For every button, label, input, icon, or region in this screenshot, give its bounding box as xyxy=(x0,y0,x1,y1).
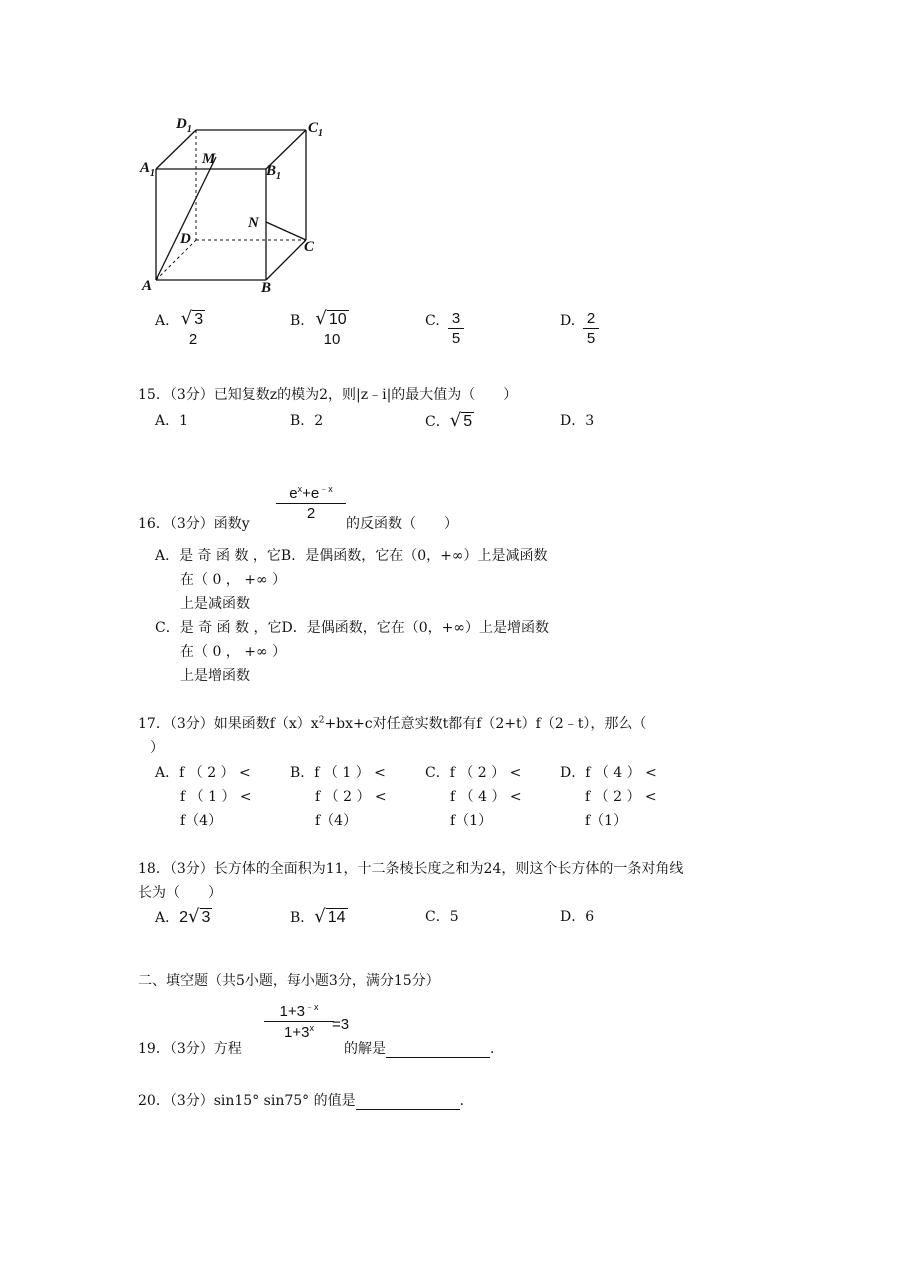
q16-fraction: $e^x+e^{﹣x}$ 2 xyxy=(276,482,346,522)
q14-option-a-letter: A. xyxy=(155,313,170,329)
q18-stem: 18．（3分）长方体的全面积为11，十二条棱长度之和为24，则这个长方体的一条对角线 xyxy=(138,861,684,877)
q17-option-d: D．f （ 4 ） < xyxy=(560,765,657,781)
q17-stem-end: ） xyxy=(150,740,164,756)
q18-option-b: B．√ 14 xyxy=(290,906,346,927)
q16-prefix: 16．（3分）函数y xyxy=(138,516,250,532)
q15-option-b: B．2 xyxy=(290,413,324,429)
q20-answer-blank[interactable] xyxy=(356,1093,460,1110)
q16-suffix: 的反函数（ ） xyxy=(346,516,458,532)
label-c1: $C_1$ xyxy=(308,120,324,139)
q15-option-c: C．√ 5 xyxy=(425,410,473,431)
q18-stem-cont: 长为（ ） xyxy=(138,885,222,901)
q19-fraction: $1+3^{﹣x}$ $1+3^x$ xyxy=(264,1000,334,1041)
q18-option-d: D．6 xyxy=(560,909,595,925)
q17-option-c: C．f （ 2 ） < xyxy=(425,765,522,781)
q18-option-c: C．5 xyxy=(425,909,459,925)
cube-figure xyxy=(138,112,338,302)
label-b1: $B_1$ xyxy=(266,163,282,182)
q14-option-a-value: √ 3 2 xyxy=(180,308,204,348)
q16-line: 上是增函数 xyxy=(180,668,250,684)
label-a1: $A_1$ xyxy=(140,160,156,179)
q17-stem: 17．（3分）如果函数$f(x)x^2+bx+c$对任意实数t都有f（2+t）f（2﹣t），那么（ xyxy=(138,715,647,732)
label-d: D xyxy=(180,231,191,247)
label-n: N xyxy=(248,215,259,231)
q17-option-b: B．f （ 1 ） < xyxy=(290,765,386,781)
q15-option-d: D．3 xyxy=(560,413,595,429)
q19-answer-blank[interactable] xyxy=(386,1041,490,1058)
q20-stem: 20．（3分）sin15° sin75° 的值是 ． xyxy=(138,1093,474,1109)
q15-stem: 15．（3分）已知复数z的模为2，则|z﹣i|的最大值为（ ） xyxy=(138,387,518,403)
q19-suffix: 的解是 ． xyxy=(344,1041,504,1057)
q17-option-c-end: f（1） xyxy=(450,813,493,829)
q14-option-d-value: 2 5 xyxy=(583,310,599,347)
q19-equals: =3 xyxy=(332,1016,350,1033)
q17-option-d-end: f（1） xyxy=(585,813,628,829)
q19-prefix: 19．（3分）方程 xyxy=(138,1041,242,1057)
section-heading: 二、填空题（共5小题，每小题3分，满分15分） xyxy=(138,973,440,989)
q17-option-d-cont: f （ 2 ） < xyxy=(585,789,657,805)
q17-option-b-end: f（4） xyxy=(315,813,358,829)
q18-option-a: A．2√ 3 xyxy=(155,906,211,927)
q14-option-b-value: √ 10 10 xyxy=(315,308,347,348)
q17-option-b-cont: f （ 2 ） < xyxy=(315,789,387,805)
q17-option-a: A．f （ 2 ） < xyxy=(155,765,251,781)
q17-option-a-cont: f （ 1 ） < xyxy=(180,789,252,805)
q16-line: C．是 奇 函 数 ，它D．是偶函数，它在（0，+∞）上是增函数 xyxy=(155,620,550,636)
q16-line: 上是减函数 xyxy=(180,596,250,612)
q17-option-c-cont: f （ 4 ） < xyxy=(450,789,522,805)
label-m: M xyxy=(202,151,216,167)
q16-line: 在（ 0 ， +∞ ） xyxy=(180,644,287,660)
label-a: A xyxy=(142,278,153,294)
q16-line: A．是 奇 函 数 ，它B．是偶函数，它在（0，+∞）上是减函数 xyxy=(155,548,548,564)
q14-option-d-letter: D. xyxy=(560,313,576,329)
q15-option-a: A．1 xyxy=(155,413,189,429)
label-b: B xyxy=(261,280,272,296)
label-c: C xyxy=(304,239,315,255)
label-d1: $D_1$ xyxy=(176,116,192,135)
q16-line: 在（ 0 ， +∞ ） xyxy=(180,572,287,588)
q14-option-c-letter: C. xyxy=(425,313,440,329)
q14-option-b-letter: B. xyxy=(290,313,305,329)
q17-option-a-end: f（4） xyxy=(180,813,223,829)
q14-option-c-value: 3 5 xyxy=(448,310,464,347)
